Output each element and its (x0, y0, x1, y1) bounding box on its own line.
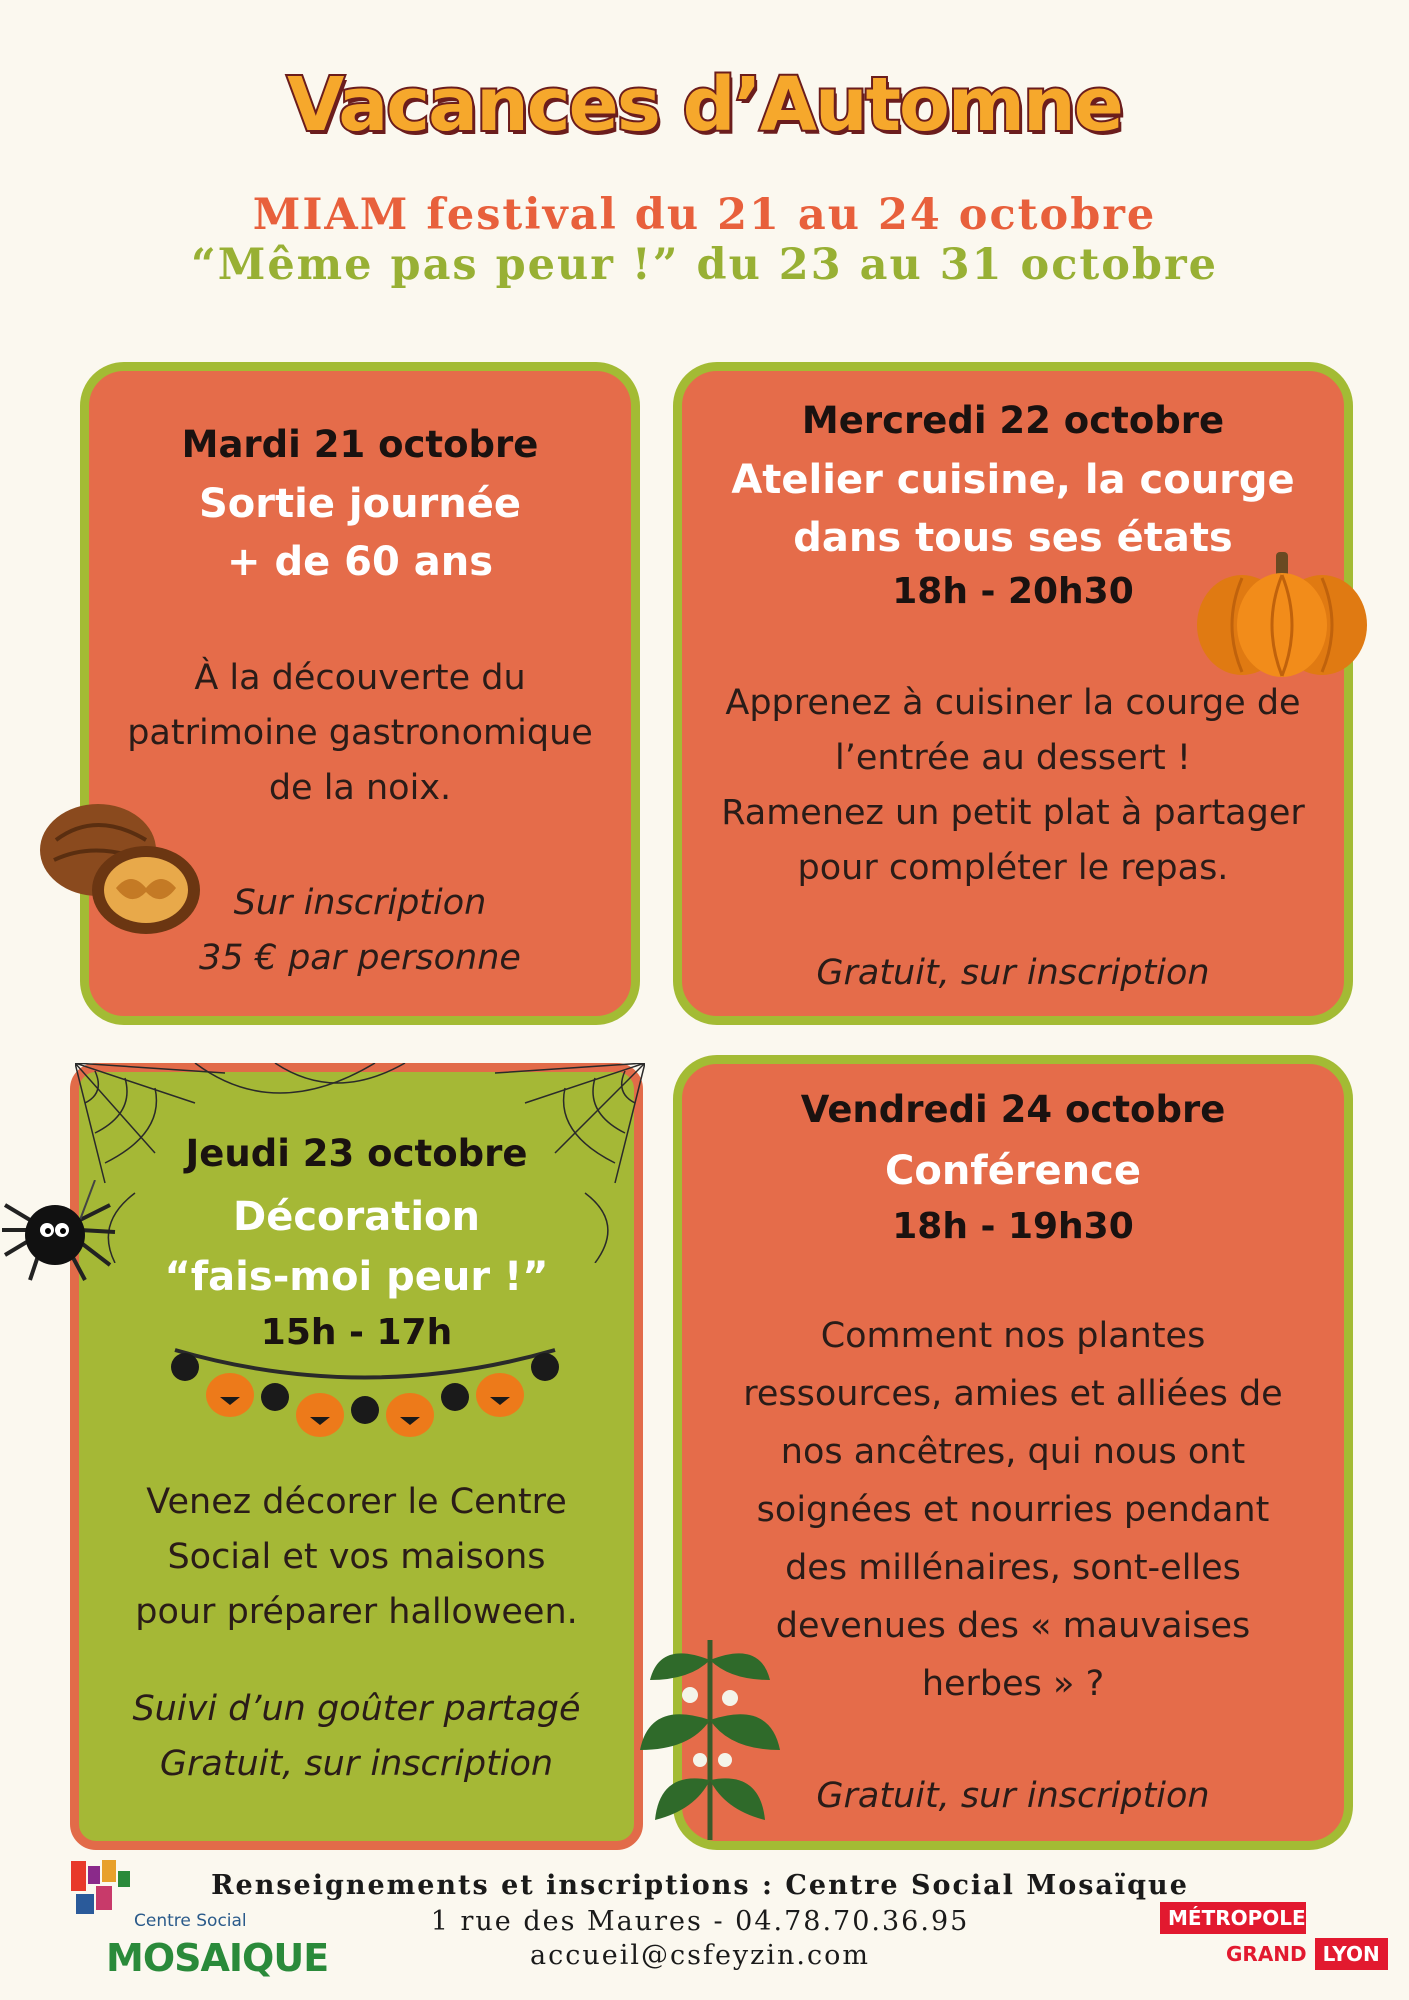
footer-email[interactable]: accueil@csfeyzin.com (530, 1940, 870, 1971)
event-title-line: Atelier cuisine, la courge (731, 457, 1295, 503)
logo-big-text: MOSAIQUE (106, 1936, 329, 1980)
event-title-line: dans tous ses états (793, 515, 1233, 561)
cobweb-icon (75, 1063, 645, 1263)
event-body-line: Apprenez à cuisiner la courge de (725, 683, 1301, 723)
event-note-line: Gratuit, sur inscription (159, 1744, 554, 1784)
pumpkin-icon (1192, 550, 1372, 680)
event-body-line: Ramenez un petit plat à partager (721, 793, 1305, 833)
walnut-icon (36, 800, 202, 940)
event-body-line: pour préparer halloween. (135, 1592, 578, 1632)
event-body-line: Comment nos plantes (820, 1316, 1206, 1356)
logo-small-text: Centre Social (134, 1911, 247, 1931)
halloween-garland-icon (165, 1325, 565, 1455)
subtitle-meme-pas-peur: “Même pas peur !” du 23 au 31 octobre (190, 240, 1218, 290)
event-date: Vendredi 24 octobre (800, 1088, 1226, 1131)
event-note-line: Sur inscription (233, 883, 487, 923)
event-time: 15h - 17h (260, 1312, 453, 1353)
event-title-line: “fais-moi peur !” (164, 1254, 549, 1300)
event-title-line: + de 60 ans (227, 539, 493, 585)
event-time: 18h - 20h30 (892, 571, 1134, 612)
event-date: Jeudi 23 octobre (185, 1132, 528, 1175)
event-body-line: pour compléter le repas. (797, 848, 1229, 888)
event-note-line: 35 € par personne (199, 938, 521, 978)
event-title-line: Sortie journée (198, 481, 522, 527)
nettle-plant-icon (630, 1620, 790, 1840)
event-body-line: de la noix. (268, 768, 452, 808)
event-title-line: Décoration (232, 1194, 481, 1240)
event-body-line: l’entrée au dessert ! (835, 738, 1191, 778)
event-time: 18h - 19h30 (892, 1206, 1134, 1247)
event-body-line: des millénaires, sont-elles (785, 1548, 1241, 1588)
event-note-line: Gratuit, sur inscription (816, 953, 1210, 993)
page-title: Vacances d’Automne (287, 62, 1122, 148)
event-date: Mercredi 22 octobre (801, 399, 1225, 442)
event-body-line: Social et vos maisons (167, 1537, 546, 1577)
event-body-line: À la découverte du (194, 658, 526, 698)
footer-address: 1 rue des Maures - 04.78.70.36.95 (430, 1906, 970, 1937)
event-body-line: Venez décorer le Centre (146, 1482, 567, 1522)
event-date: Mardi 21 octobre (181, 423, 539, 466)
event-body-line: ressources, amies et alliées de (743, 1374, 1283, 1414)
event-body-line: devenues des « mauvaises (775, 1606, 1251, 1646)
event-body-line: patrimoine gastronomique (127, 713, 593, 753)
subtitle-miam: MIAM festival du 21 au 24 octobre (252, 190, 1157, 240)
event-note-line: Suivi d’un goûter partagé (132, 1689, 581, 1729)
event-title-line: Conférence (884, 1148, 1141, 1194)
mosaic-squares-icon (66, 1856, 136, 1926)
spider-icon (0, 1180, 130, 1300)
metropole-text: MÉTROPOLE (1160, 1902, 1306, 1934)
event-body-line: soignées et nourries pendant (756, 1490, 1270, 1530)
event-card-mercredi (673, 362, 1353, 1025)
event-note-line: Gratuit, sur inscription (816, 1776, 1210, 1816)
event-body-line: nos ancêtres, qui nous ont (780, 1432, 1246, 1472)
event-body-line: herbes » ? (921, 1664, 1105, 1704)
footer-info-title: Renseignements et inscriptions : Centre Social Mosaïque (211, 1870, 1189, 1901)
grand-text: GRAND (1226, 1942, 1307, 1966)
lyon-text: LYON (1315, 1938, 1388, 1970)
metropole-logo (1160, 1902, 1380, 1970)
